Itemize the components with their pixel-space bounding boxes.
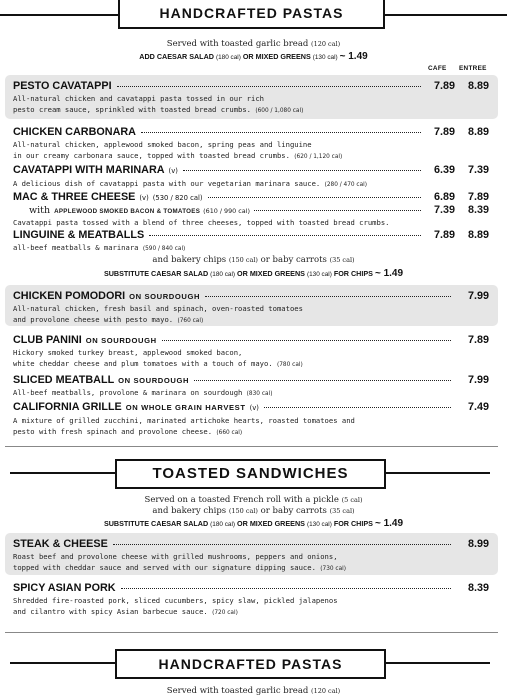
item-name: STEAK & CHEESE	[13, 538, 108, 550]
item-name: CALIFORNIA GRILLE	[13, 401, 122, 413]
item-description: All-natural chicken, fresh basil and spinach, oven-roasted tomatoes	[13, 304, 303, 313]
pastas-add-salad-note: ADD CAESAR SALAD (180 cal) OR MIXED GREENS (130 cal) ~ 1.49	[139, 51, 368, 62]
dot-leader	[208, 197, 421, 198]
bread-option: ON WHOLE GRAIN HARVEST	[125, 403, 246, 412]
price-entree: 8.89	[467, 126, 489, 138]
item-description: pesto with fresh spinach and provolone cheese. (660 cal)	[13, 427, 243, 436]
price-cafe: 6.39	[433, 164, 455, 176]
bread-option: ON SOURDOUGH	[129, 292, 201, 301]
price-entree: 8.39	[467, 204, 489, 216]
chips-note: and bakery chips (150 cal) or baby carrots (35 cal)	[152, 255, 355, 265]
banner-rule-left	[0, 14, 118, 16]
price-cafe: 7.89	[433, 229, 455, 241]
banner-title: TOASTED SANDWICHES	[152, 465, 349, 482]
menu-item	[13, 191, 489, 228]
column-header-cafe: CAFE	[428, 65, 447, 72]
dot-leader	[264, 407, 451, 408]
banner-title: HANDCRAFTED PASTAS	[159, 5, 344, 21]
item-name: PESTO CAVATAPPI	[13, 80, 112, 92]
price-cafe: 7.39	[433, 204, 455, 216]
price: 7.89	[467, 334, 489, 346]
menu-item	[13, 290, 489, 326]
dot-leader	[254, 210, 421, 211]
item-description: Cavatappi pasta tossed with a blend of three cheeses, topped with toasted bread crumbs.	[13, 218, 390, 227]
item-name: MAC & THREE CHEESE	[13, 191, 136, 203]
item-description: A delicious dish of cavatappi pasta with our vegetarian marinara sauce. (280 / 470 cal)	[13, 179, 368, 188]
substitute-salad-note: SUBSTITUTE CAESAR SALAD (180 cal) OR MIXED GREENS (130 cal) FOR CHIPS ~ 1.49	[103, 518, 404, 529]
vegetarian-tag: (v)	[139, 194, 149, 202]
price-cafe: 7.89	[433, 126, 455, 138]
pastas-served-note-repeat: Served with toasted garlic bread (120 cal)	[166, 686, 341, 696]
menu-item	[13, 538, 489, 574]
price: 8.99	[467, 538, 489, 550]
section-banner-pastas	[118, 0, 385, 29]
calorie-note: (610 / 990 cal)	[203, 207, 250, 215]
banner-rule-right	[385, 14, 507, 16]
price: 7.99	[467, 374, 489, 386]
item-description: and provolone cheese with pesto mayo. (760 cal)	[13, 315, 204, 324]
substitute-salad-note: SUBSTITUTE CAESAR SALAD (180 cal) OR MIXED GREENS (130 cal) FOR CHIPS ~ 1.49	[103, 268, 404, 279]
menu-item	[13, 80, 489, 116]
item-name: CHICKEN CARBONARA	[13, 126, 136, 138]
section-banner-toasted-sandwiches	[115, 459, 386, 489]
item-description: All-natural chicken, applewood smoked bacon, spring peas and linguine	[13, 140, 312, 149]
mac-with-option	[13, 205, 489, 217]
item-name: SPICY ASIAN PORK	[13, 582, 116, 594]
bread-option: ON SOURDOUGH	[118, 376, 190, 385]
menu-item	[13, 582, 489, 618]
item-description: white cheddar cheese and plum tomatoes with a touch of mayo. (780 cal)	[13, 359, 303, 368]
item-description: all-beef meatballs & marinara (590 / 840 cal)	[13, 243, 186, 252]
banner-rule-left	[10, 662, 116, 664]
section-divider	[5, 632, 498, 633]
menu-item	[13, 164, 489, 190]
item-name: CHICKEN POMODORI	[13, 290, 126, 302]
banner-rule-left	[10, 472, 116, 474]
section-banner-pastas-repeat	[115, 649, 386, 679]
price: 8.39	[467, 582, 489, 594]
item-description: and cilantro with spicy Asian barbecue sauce. (720 cal)	[13, 607, 238, 616]
with-word: with	[29, 205, 51, 216]
column-header-entree: ENTREE	[459, 65, 487, 72]
pastas-served-note: Served with toasted garlic bread (120 cal)	[166, 39, 341, 49]
price: 7.49	[467, 401, 489, 413]
dot-leader	[183, 170, 421, 171]
dot-leader	[117, 86, 421, 87]
sandwich-chips-note: and bakery chips (150 cal) or baby carrots (35 cal)	[152, 506, 355, 516]
menu-item	[13, 229, 489, 254]
item-description: All-natural chicken and cavatappi pasta tossed in our rich	[13, 94, 264, 103]
price-cafe: 6.89	[433, 191, 455, 203]
dot-leader	[149, 235, 421, 236]
with-option-text: APPLEWOOD SMOKED BACON & TOMATOES	[54, 208, 201, 215]
section-divider	[5, 446, 498, 447]
price-entree: 8.89	[467, 80, 489, 92]
item-description: Roast beef and provolone cheese with grilled mushrooms, peppers and onions,	[13, 552, 338, 561]
dot-leader	[162, 340, 451, 341]
item-description: A mixture of grilled zucchini, marinated artichoke hearts, roasted tomatoes and	[13, 416, 355, 425]
dot-leader	[141, 132, 421, 133]
item-name: CAVATAPPI WITH MARINARA	[13, 164, 165, 176]
item-name: CLUB PANINI	[13, 334, 82, 346]
vegetarian-tag: (v)	[249, 404, 259, 412]
sandwich-served-note: Served on a toasted French roll with a pickle (5 cal)	[144, 495, 363, 505]
item-name: LINGUINE & MEATBALLS	[13, 229, 145, 241]
item-description: Shredded fire-roasted pork, sliced cucumbers, spicy slaw, pickled jalapenos	[13, 596, 338, 605]
dot-leader	[113, 544, 451, 545]
price-entree: 7.89	[467, 191, 489, 203]
menu-item	[13, 126, 489, 162]
item-description: All-beef meatballs, provolone & marinara on sourdough (830 cal)	[13, 388, 273, 397]
dot-leader	[194, 380, 451, 381]
item-description: in our creamy carbonara sauce, topped with toasted bread crumbs. (620 / 1,120 cal)	[13, 151, 343, 160]
calorie-note: (530 / 820 cal)	[152, 194, 203, 202]
dot-leader	[121, 588, 451, 589]
price-entree: 7.39	[467, 164, 489, 176]
item-description: pesto cream sauce, sprinkled with toasted bread crumbs. (600 / 1,080 cal)	[13, 105, 304, 114]
bread-option: ON SOURDOUGH	[85, 336, 157, 345]
item-description: Hickory smoked turkey breast, applewood smoked bacon,	[13, 348, 243, 357]
dot-leader	[205, 296, 451, 297]
menu-item	[13, 334, 489, 370]
banner-rule-right	[384, 662, 490, 664]
banner-rule-right	[384, 472, 490, 474]
item-description: topped with cheddar sauce and served with our signature dipping sauce. (730 cal)	[13, 563, 347, 572]
price: 7.99	[467, 290, 489, 302]
item-name: SLICED MEATBALL	[13, 374, 115, 386]
banner-title: HANDCRAFTED PASTAS	[158, 656, 343, 672]
menu-item	[13, 401, 489, 438]
price-entree: 8.89	[467, 229, 489, 241]
vegetarian-tag: (v)	[168, 167, 178, 175]
price-cafe: 7.89	[433, 80, 455, 92]
menu-item	[13, 374, 489, 399]
